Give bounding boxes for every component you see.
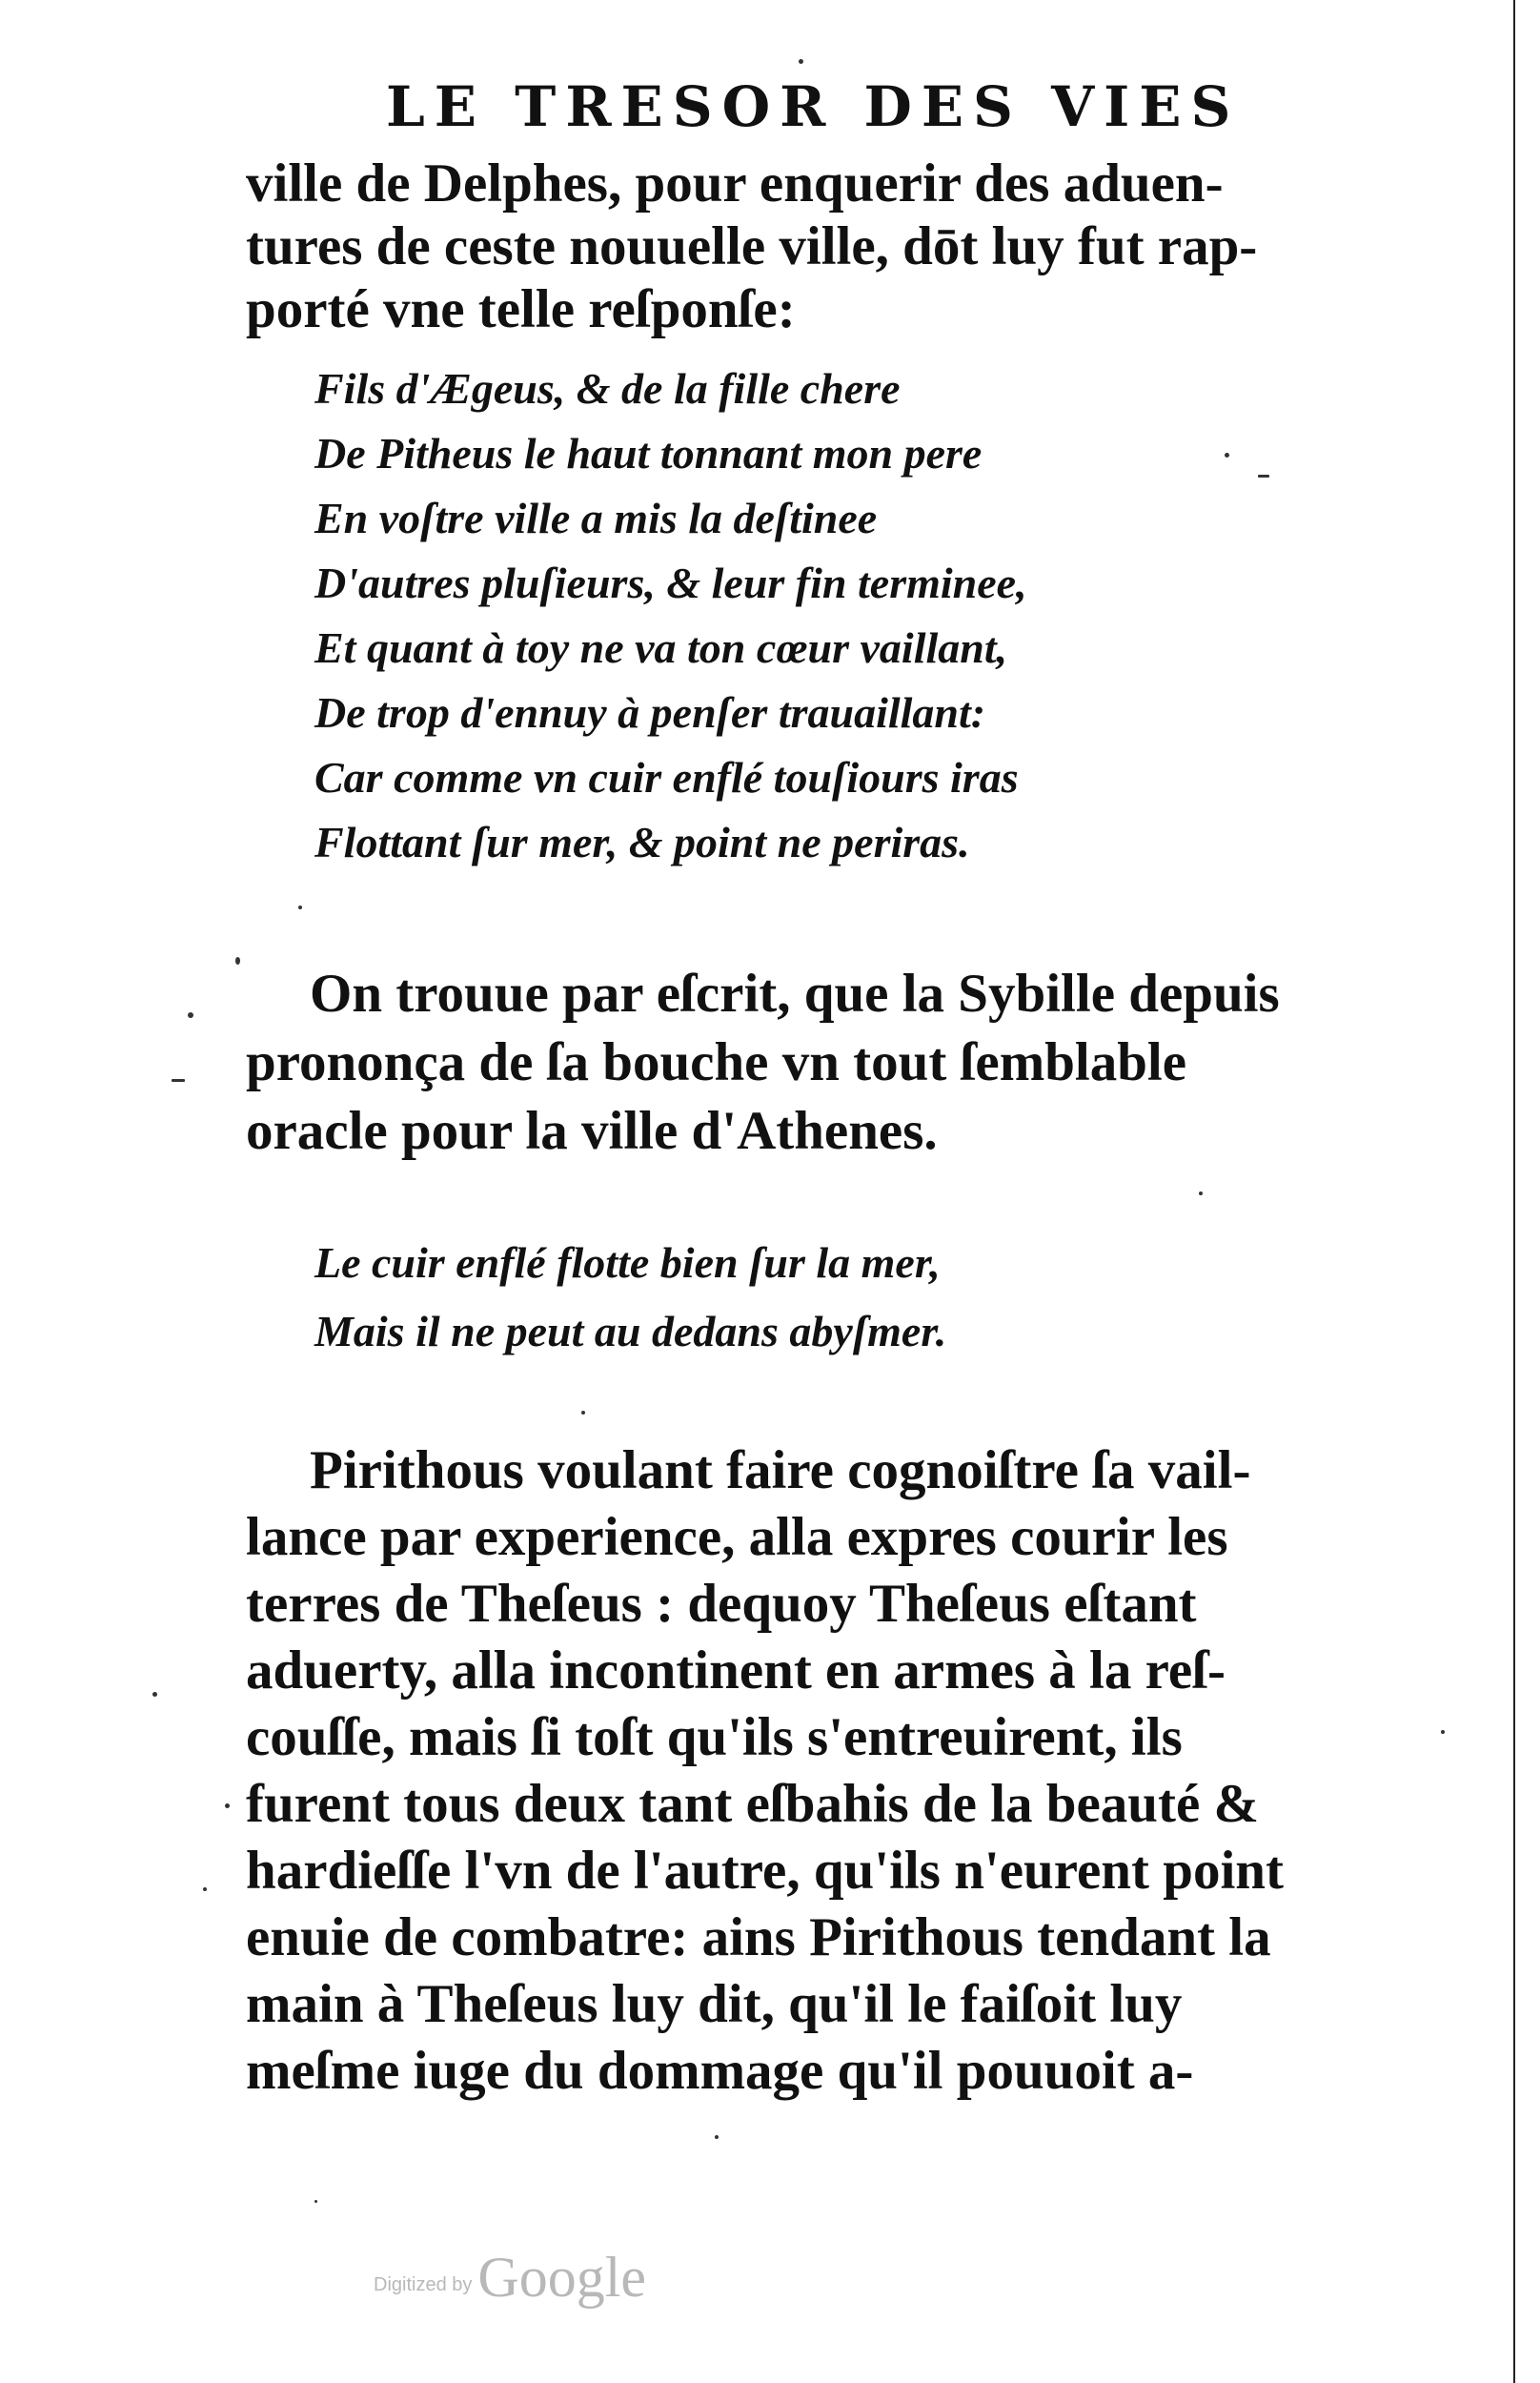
- text-line: meſme iuge du dommage qu'il pouuoit a-: [246, 2041, 1194, 2101]
- verse-line: De trop d'ennuy à penſer trauaillant:: [314, 688, 986, 737]
- google-logo: Google: [477, 2246, 647, 2309]
- verse-line: D'autres pluſieurs, & leur fin terminee,: [314, 559, 1027, 607]
- text-line: main à Theſeus luy dit, qu'il le faiſoit luy: [246, 1974, 1183, 2034]
- text-line: On trouue par eſcrit, que la Sybille depuis: [310, 964, 1280, 1024]
- scan-speck: [1258, 475, 1269, 478]
- verse-line: Flottant ſur mer, & point ne periras.: [314, 818, 970, 866]
- verse-line: Fils d'Ægeus, & de la fille chere: [314, 364, 901, 413]
- text-line: oracle pour la ville d'Athenes.: [246, 1101, 938, 1161]
- text-line: enuie de combatre: ains Pirithous tendant la: [246, 1907, 1271, 1967]
- scan-speck: [188, 1012, 193, 1018]
- scan-speck: [225, 1803, 230, 1808]
- scan-speck: [799, 59, 803, 64]
- digitized-watermark: [374, 2245, 646, 2311]
- verse-line: De Pitheus le haut tonnant mon pere: [314, 429, 983, 478]
- text-line: lance par experience, alla expres courir les: [246, 1507, 1228, 1567]
- scan-speck: [314, 2200, 317, 2203]
- verse-line: En voſtre ville a mis la deſtinee: [314, 494, 878, 542]
- scan-speck: [298, 906, 302, 909]
- text-line: tures de ceste nouuelle ville, dōt luy fut rap-: [246, 216, 1258, 276]
- verse-line: Le cuir enflé flotte bien ſur la mer,: [314, 1238, 941, 1287]
- running-head: LE TRESOR DES VIES: [386, 74, 1241, 139]
- text-line: ville de Delphes, pour enquerir des aduen-: [246, 153, 1224, 214]
- scan-speck: [1441, 1730, 1445, 1734]
- text-line: couſſe, mais ſi toſt qu'ils s'entreuirent, ils: [246, 1707, 1183, 1767]
- digitized-by-label: Digitized by: [374, 2274, 473, 2295]
- text-line: Pirithous voulant faire cognoiſtre ſa vail-: [310, 1440, 1251, 1500]
- text-line: hardieſſe l'vn de l'autre, qu'ils n'eurent point: [246, 1841, 1284, 1901]
- scan-speck: [1199, 1192, 1203, 1195]
- verse-line: Mais il ne peut au dedans abyſmer.: [314, 1307, 947, 1355]
- verse-line: Et quant à toy ne va ton cœur vaillant,: [314, 623, 1008, 672]
- text-line: furent tous deux tant eſbahis de la beauté &: [246, 1774, 1260, 1834]
- text-line: prononça de ſa bouche vn tout ſemblable: [246, 1032, 1187, 1092]
- scan-speck: [152, 1692, 157, 1697]
- scan-speck: [172, 1079, 185, 1082]
- scan-speck: [235, 957, 240, 965]
- text-line: porté vne telle reſponſe:: [246, 279, 796, 339]
- scan-speck: [581, 1411, 585, 1415]
- verse-line: Car comme vn cuir enflé touſiours iras: [314, 753, 1019, 802]
- text-line: aduerty, alla incontinent en armes à la reſ-: [246, 1640, 1226, 1701]
- scan-speck: [203, 1887, 207, 1891]
- page-edge: [1513, 0, 1515, 2383]
- text-line: terres de Theſeus : dequoy Theſeus eſtant: [246, 1574, 1197, 1634]
- scan-speck: [1225, 453, 1229, 458]
- scan-speck: [715, 2135, 719, 2139]
